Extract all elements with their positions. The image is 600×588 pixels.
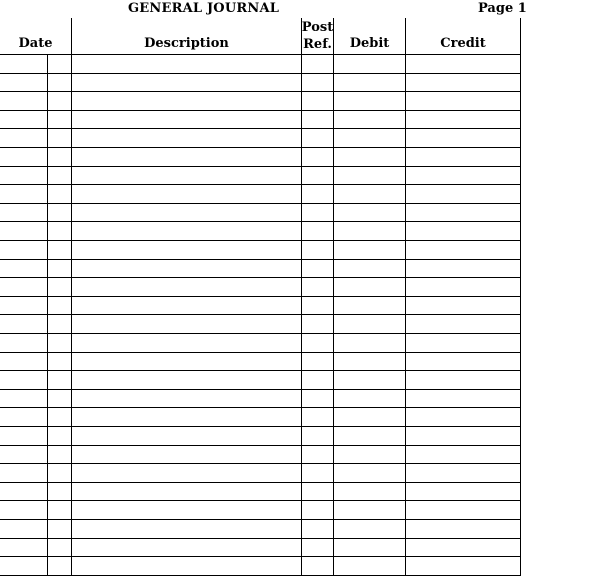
description-cell[interactable] — [72, 241, 301, 259]
date-month-cell[interactable] — [48, 427, 71, 445]
debit-cell[interactable] — [334, 111, 405, 129]
debit-cell[interactable] — [334, 92, 405, 110]
post-ref-cell[interactable] — [302, 222, 333, 240]
date-day-cell[interactable] — [0, 297, 47, 315]
date-month-cell[interactable] — [48, 483, 71, 501]
date-day-cell[interactable] — [0, 260, 47, 278]
credit-cell[interactable] — [406, 483, 520, 501]
table-row — [0, 167, 520, 185]
table-row — [0, 185, 520, 203]
post-ref-cell[interactable] — [302, 427, 333, 445]
column-header-date-label: Date — [18, 36, 53, 51]
table-row — [0, 446, 520, 464]
date-month-cell[interactable] — [48, 501, 71, 519]
credit-cell[interactable] — [406, 148, 520, 166]
table-row — [0, 427, 520, 445]
credit-cell[interactable] — [406, 74, 520, 92]
date-month-cell[interactable] — [48, 408, 71, 426]
post-ref-cell[interactable] — [302, 446, 333, 464]
date-month-cell[interactable] — [48, 557, 71, 575]
debit-cell[interactable] — [334, 222, 405, 240]
credit-cell[interactable] — [406, 408, 520, 426]
debit-cell[interactable] — [334, 241, 405, 259]
post-ref-cell[interactable] — [302, 148, 333, 166]
journal-title: GENERAL JOURNAL — [128, 1, 280, 16]
description-cell[interactable] — [72, 74, 301, 92]
date-month-cell[interactable] — [48, 520, 71, 538]
credit-cell[interactable] — [406, 390, 520, 408]
post-ref-cell[interactable] — [302, 483, 333, 501]
date-month-cell[interactable] — [48, 222, 71, 240]
date-month-cell[interactable] — [48, 334, 71, 352]
post-ref-cell[interactable] — [302, 464, 333, 482]
date-day-cell[interactable] — [0, 446, 47, 464]
date-day-cell[interactable] — [0, 111, 47, 129]
description-cell[interactable] — [72, 520, 301, 538]
credit-cell[interactable] — [406, 371, 520, 389]
date-day-cell[interactable] — [0, 204, 47, 222]
date-month-cell[interactable] — [48, 111, 71, 129]
date-day-cell[interactable] — [0, 334, 47, 352]
credit-cell[interactable] — [406, 204, 520, 222]
debit-cell[interactable] — [334, 539, 405, 557]
date-day-cell[interactable] — [0, 483, 47, 501]
post-ref-cell[interactable] — [302, 278, 333, 296]
date-month-cell[interactable] — [48, 241, 71, 259]
debit-cell[interactable] — [334, 204, 405, 222]
debit-cell[interactable] — [334, 129, 405, 147]
table-row — [0, 390, 520, 408]
credit-cell[interactable] — [406, 297, 520, 315]
date-month-cell[interactable] — [48, 148, 71, 166]
debit-cell[interactable] — [334, 167, 405, 185]
credit-cell[interactable] — [406, 446, 520, 464]
debit-cell[interactable] — [334, 408, 405, 426]
date-day-cell[interactable] — [0, 353, 47, 371]
credit-cell[interactable] — [406, 260, 520, 278]
debit-cell[interactable] — [334, 74, 405, 92]
date-month-cell[interactable] — [48, 315, 71, 333]
credit-cell[interactable] — [406, 427, 520, 445]
date-day-cell[interactable] — [0, 408, 47, 426]
description-cell[interactable] — [72, 390, 301, 408]
description-cell[interactable] — [72, 371, 301, 389]
table-row — [0, 260, 520, 278]
credit-cell[interactable] — [406, 353, 520, 371]
date-day-cell[interactable] — [0, 74, 47, 92]
journal-table — [0, 18, 521, 575]
date-day-cell[interactable] — [0, 222, 47, 240]
post-ref-cell[interactable] — [302, 353, 333, 371]
debit-cell[interactable] — [334, 464, 405, 482]
credit-cell[interactable] — [406, 520, 520, 538]
table-row — [0, 408, 520, 426]
debit-cell[interactable] — [334, 427, 405, 445]
post-ref-cell[interactable] — [302, 315, 333, 333]
debit-cell[interactable] — [334, 390, 405, 408]
post-ref-cell[interactable] — [302, 539, 333, 557]
post-ref-cell[interactable] — [302, 371, 333, 389]
date-day-cell[interactable] — [0, 241, 47, 259]
description-cell[interactable] — [72, 185, 301, 203]
date-day-cell[interactable] — [0, 427, 47, 445]
date-month-cell[interactable] — [48, 446, 71, 464]
credit-cell[interactable] — [406, 55, 520, 73]
description-cell[interactable] — [72, 464, 301, 482]
description-cell[interactable] — [72, 148, 301, 166]
post-ref-cell[interactable] — [302, 501, 333, 519]
date-day-cell[interactable] — [0, 278, 47, 296]
description-cell[interactable] — [72, 334, 301, 352]
date-month-cell[interactable] — [48, 353, 71, 371]
post-ref-cell[interactable] — [302, 297, 333, 315]
table-row — [0, 241, 520, 259]
description-cell[interactable] — [72, 222, 301, 240]
credit-cell[interactable] — [406, 167, 520, 185]
date-day-cell[interactable] — [0, 315, 47, 333]
table-row — [0, 334, 520, 352]
post-ref-cell[interactable] — [302, 520, 333, 538]
table-row — [0, 353, 520, 371]
description-cell[interactable] — [72, 408, 301, 426]
debit-cell[interactable] — [334, 278, 405, 296]
table-row — [0, 520, 520, 538]
description-cell[interactable] — [72, 353, 301, 371]
table-row — [0, 557, 520, 575]
post-ref-cell[interactable] — [302, 260, 333, 278]
credit-cell[interactable] — [406, 278, 520, 296]
date-day-cell[interactable] — [0, 371, 47, 389]
description-cell[interactable] — [72, 260, 301, 278]
column-header-debit-label: Debit — [349, 36, 390, 51]
description-cell[interactable] — [72, 167, 301, 185]
date-day-cell[interactable] — [0, 129, 47, 147]
date-month-cell[interactable] — [48, 204, 71, 222]
date-month-cell[interactable] — [48, 464, 71, 482]
credit-cell[interactable] — [406, 92, 520, 110]
date-month-cell[interactable] — [48, 129, 71, 147]
date-day-cell[interactable] — [0, 557, 47, 575]
date-month-cell[interactable] — [48, 371, 71, 389]
date-month-cell[interactable] — [48, 167, 71, 185]
credit-cell[interactable] — [406, 129, 520, 147]
debit-cell[interactable] — [334, 334, 405, 352]
description-cell[interactable] — [72, 55, 301, 73]
post-ref-cell[interactable] — [302, 55, 333, 73]
date-month-cell[interactable] — [48, 390, 71, 408]
table-row — [0, 297, 520, 315]
date-day-cell[interactable] — [0, 185, 47, 203]
debit-cell[interactable] — [334, 185, 405, 203]
post-ref-cell[interactable] — [302, 74, 333, 92]
post-ref-cell[interactable] — [302, 111, 333, 129]
table-row — [0, 483, 520, 501]
debit-cell[interactable] — [334, 297, 405, 315]
description-cell[interactable] — [72, 315, 301, 333]
table-row — [0, 315, 520, 333]
debit-cell[interactable] — [334, 501, 405, 519]
debit-cell[interactable] — [334, 446, 405, 464]
table-row — [0, 222, 520, 240]
description-cell[interactable] — [72, 501, 301, 519]
table-row — [0, 92, 520, 110]
column-header-date — [0, 18, 71, 54]
credit-cell[interactable] — [406, 185, 520, 203]
date-day-cell[interactable] — [0, 464, 47, 482]
post-ref-cell[interactable] — [302, 185, 333, 203]
credit-cell[interactable] — [406, 539, 520, 557]
debit-cell[interactable] — [334, 483, 405, 501]
date-month-cell[interactable] — [48, 297, 71, 315]
date-day-cell[interactable] — [0, 501, 47, 519]
description-cell[interactable] — [72, 539, 301, 557]
debit-cell[interactable] — [334, 260, 405, 278]
description-cell[interactable] — [72, 204, 301, 222]
credit-cell[interactable] — [406, 222, 520, 240]
description-cell[interactable] — [72, 427, 301, 445]
table-row — [0, 55, 520, 73]
debit-cell[interactable] — [334, 315, 405, 333]
post-ref-cell[interactable] — [302, 167, 333, 185]
debit-cell[interactable] — [334, 55, 405, 73]
date-month-cell[interactable] — [48, 185, 71, 203]
column-header-debit — [334, 18, 405, 54]
credit-cell[interactable] — [406, 501, 520, 519]
date-day-cell[interactable] — [0, 55, 47, 73]
post-ref-cell[interactable] — [302, 129, 333, 147]
description-cell[interactable] — [72, 557, 301, 575]
date-day-cell[interactable] — [0, 390, 47, 408]
debit-cell[interactable] — [334, 353, 405, 371]
credit-cell[interactable] — [406, 111, 520, 129]
table-row — [0, 129, 520, 147]
column-header-credit-label: Credit — [440, 36, 486, 51]
post-ref-cell[interactable] — [302, 557, 333, 575]
column-header-post-ref — [302, 18, 333, 54]
credit-cell[interactable] — [406, 464, 520, 482]
credit-cell[interactable] — [406, 334, 520, 352]
table-row — [0, 278, 520, 296]
date-month-cell[interactable] — [48, 55, 71, 73]
description-cell[interactable] — [72, 111, 301, 129]
table-row — [0, 204, 520, 222]
column-header-post-ref-line1: Post — [301, 20, 334, 35]
table-row — [0, 371, 520, 389]
table-row — [0, 148, 520, 166]
table-row — [0, 501, 520, 519]
table-row — [0, 111, 520, 129]
column-header-description-label: Description — [144, 36, 229, 51]
description-cell[interactable] — [72, 129, 301, 147]
post-ref-cell[interactable] — [302, 241, 333, 259]
post-ref-cell[interactable] — [302, 204, 333, 222]
post-ref-cell[interactable] — [302, 92, 333, 110]
date-month-cell[interactable] — [48, 539, 71, 557]
date-month-cell[interactable] — [48, 278, 71, 296]
date-day-cell[interactable] — [0, 92, 47, 110]
date-day-cell[interactable] — [0, 520, 47, 538]
description-cell[interactable] — [72, 297, 301, 315]
credit-cell[interactable] — [406, 315, 520, 333]
page-number: Page 1 — [478, 1, 527, 16]
post-ref-cell[interactable] — [302, 408, 333, 426]
description-cell[interactable] — [72, 92, 301, 110]
credit-cell[interactable] — [406, 557, 520, 575]
table-row — [0, 74, 520, 92]
credit-cell[interactable] — [406, 241, 520, 259]
description-cell[interactable] — [72, 483, 301, 501]
date-day-cell[interactable] — [0, 167, 47, 185]
post-ref-cell[interactable] — [302, 334, 333, 352]
date-month-cell[interactable] — [48, 74, 71, 92]
column-header-post-ref-line2: Ref. — [303, 37, 332, 52]
date-month-cell[interactable] — [48, 92, 71, 110]
row-divider — [0, 575, 521, 576]
column-header-credit — [406, 18, 520, 54]
debit-cell[interactable] — [334, 520, 405, 538]
debit-cell[interactable] — [334, 148, 405, 166]
table-row — [0, 539, 520, 557]
description-cell[interactable] — [72, 446, 301, 464]
debit-cell[interactable] — [334, 371, 405, 389]
date-day-cell[interactable] — [0, 148, 47, 166]
description-cell[interactable] — [72, 278, 301, 296]
column-header-description — [72, 18, 301, 54]
date-month-cell[interactable] — [48, 260, 71, 278]
date-day-cell[interactable] — [0, 539, 47, 557]
post-ref-cell[interactable] — [302, 390, 333, 408]
debit-cell[interactable] — [334, 557, 405, 575]
table-row — [0, 464, 520, 482]
